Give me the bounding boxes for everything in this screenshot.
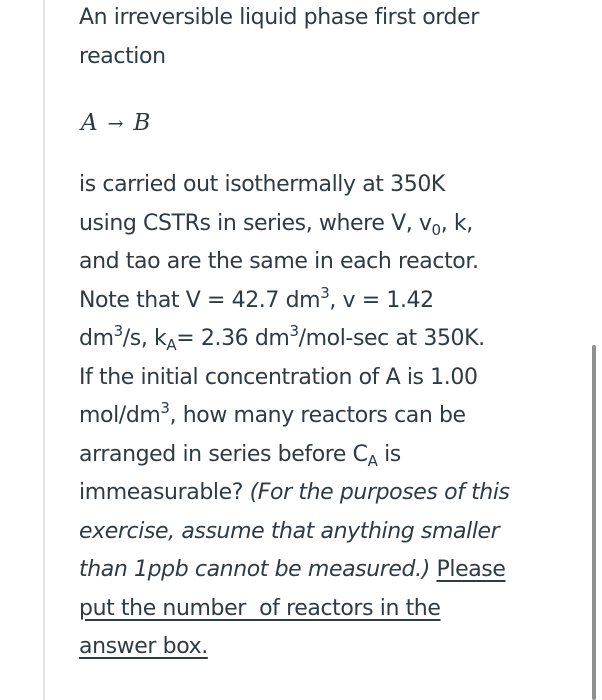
instruction-underlined-1: Please bbox=[436, 557, 506, 582]
body-line-1-text: is carried out isothermally at 350K bbox=[79, 172, 445, 197]
reaction-equation bbox=[81, 104, 150, 143]
body-line-5 bbox=[79, 320, 510, 359]
body-line-3 bbox=[79, 243, 510, 282]
product: B bbox=[133, 110, 151, 136]
body-line-10 bbox=[79, 513, 510, 552]
reactant: A bbox=[81, 110, 98, 136]
volume-text: Note that V = 42.7 dm bbox=[79, 287, 321, 313]
body-line-2-end: , k, bbox=[440, 210, 473, 236]
question-intro bbox=[79, 0, 479, 76]
concentration-superscript: 3 bbox=[160, 399, 170, 417]
body-line-12 bbox=[79, 590, 510, 629]
body-line-7 bbox=[79, 397, 510, 436]
intro-line-2: reaction bbox=[79, 43, 166, 69]
reaction-arrow: → bbox=[107, 113, 124, 135]
body-line-8-end: is bbox=[377, 441, 401, 467]
flow-unit-superscript: 3 bbox=[113, 322, 123, 340]
body-line-13 bbox=[79, 628, 510, 667]
rate-constant-unit: /mol-sec at 350K. bbox=[298, 326, 485, 351]
question-body bbox=[79, 166, 510, 667]
content-left-border bbox=[43, 0, 45, 700]
flow-unit-text: dm bbox=[79, 326, 114, 351]
body-line-6-text: If the initial concentration of A is 1.00 bbox=[79, 364, 478, 390]
flow-rate-text: , v = 1.42 bbox=[329, 287, 434, 313]
body-line-11 bbox=[79, 551, 510, 590]
body-line-6 bbox=[79, 359, 510, 398]
vertical-scrollbar[interactable] bbox=[592, 345, 596, 700]
rate-constant-subscript: A bbox=[166, 336, 177, 354]
note-italic-3: than 1ppb cannot be measured.) bbox=[79, 557, 430, 582]
rate-constant-text: /s, k bbox=[122, 326, 167, 351]
body-line-7-text: , how many reactors can be bbox=[169, 403, 466, 428]
body-line-2 bbox=[79, 205, 510, 244]
body-line-9 bbox=[79, 474, 510, 513]
concentration-unit-text: mol/dm bbox=[79, 403, 161, 428]
body-line-4 bbox=[79, 282, 510, 321]
rate-constant-superscript: 3 bbox=[289, 322, 299, 340]
note-italic-1: (For the purposes of this bbox=[249, 480, 510, 505]
ca-subscript: A bbox=[367, 451, 378, 470]
body-line-9-text: immeasurable? bbox=[79, 480, 250, 505]
volume-superscript: 3 bbox=[320, 283, 330, 302]
intro-line-1: An irreversible liquid phase first order bbox=[79, 5, 479, 30]
body-line-8-text: arranged in series before C bbox=[79, 441, 368, 467]
body-line-3-text: and tao are the same in each reactor. bbox=[79, 249, 479, 274]
rate-constant-value: = 2.36 dm bbox=[176, 326, 290, 351]
instruction-underlined-3: answer box. bbox=[79, 634, 208, 659]
instruction-underlined-2: put the number of reactors in the bbox=[79, 595, 441, 621]
v0-subscript: 0 bbox=[431, 220, 441, 239]
body-line-8 bbox=[79, 436, 510, 475]
note-italic-2: exercise, assume that anything smaller bbox=[79, 518, 500, 544]
body-line-2-text: using CSTRs in series, where V, v bbox=[79, 210, 432, 236]
body-line-1 bbox=[79, 166, 510, 205]
